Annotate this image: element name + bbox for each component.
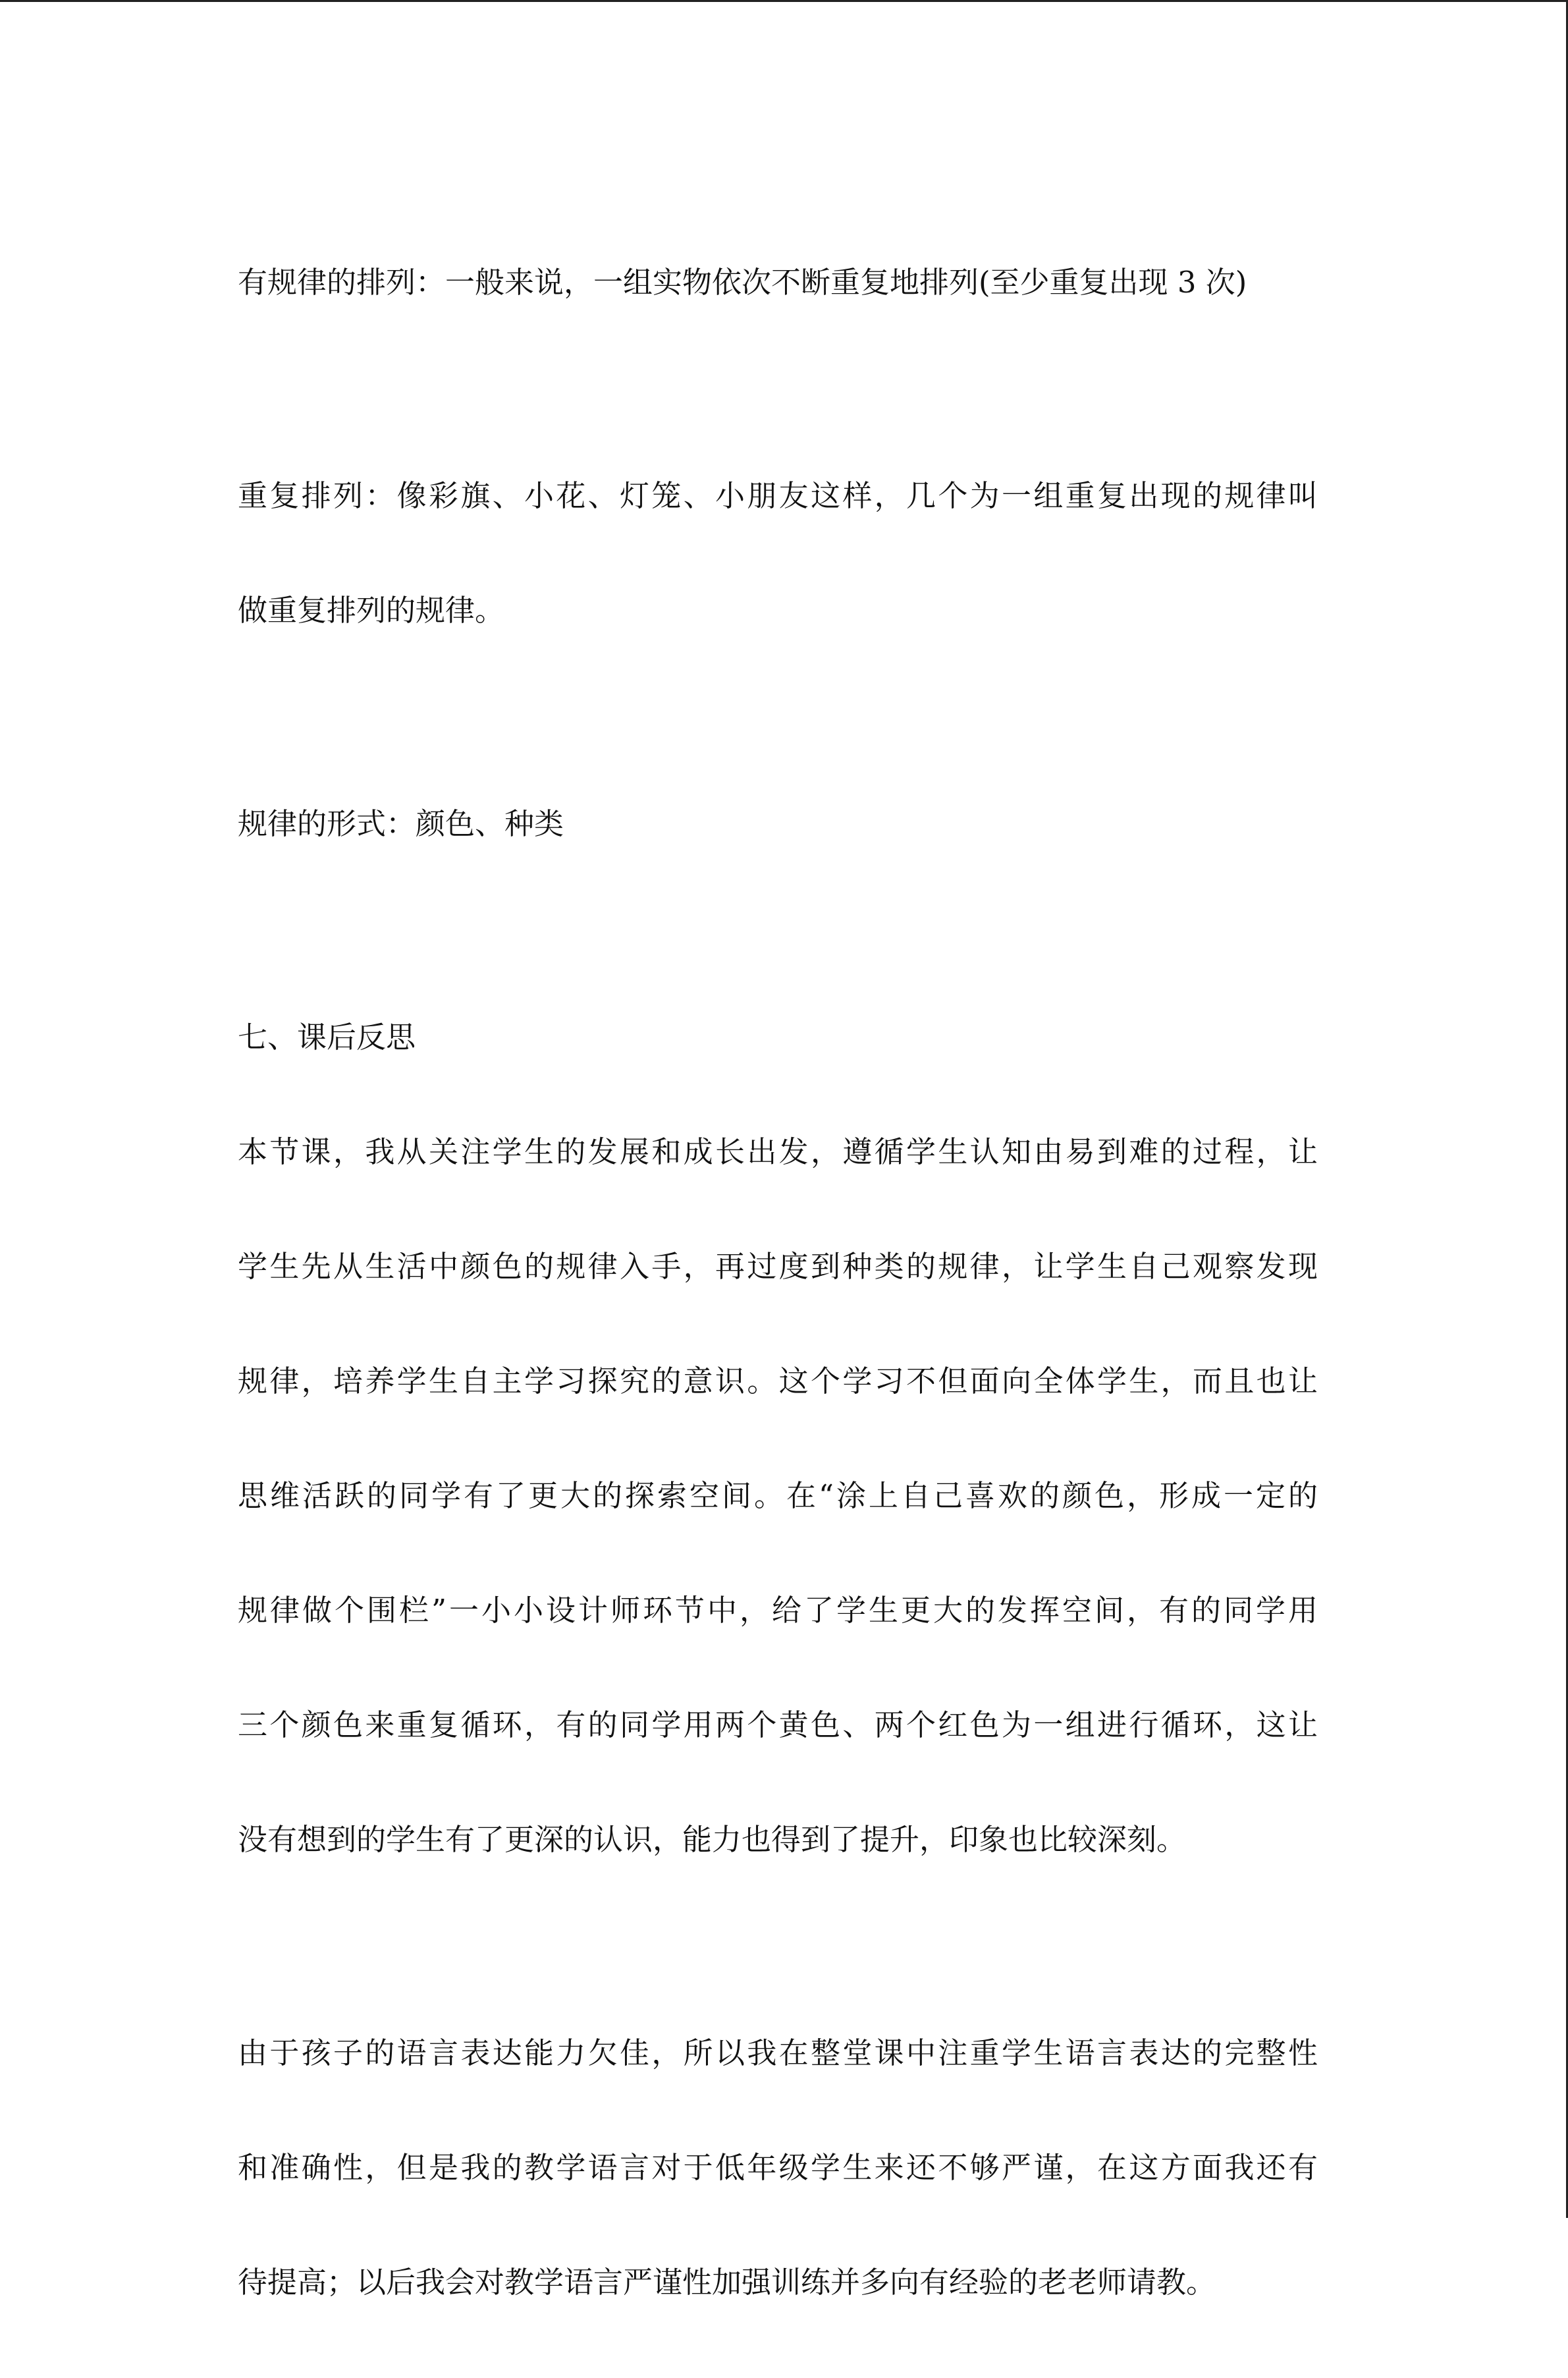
- paragraph-gap: [238, 1935, 1318, 1958]
- text-line: 重复排列：像彩旗、小花、灯笼、小朋友这样，几个为一组重复出现的规律叫: [238, 478, 1318, 513]
- page-top-edge: [0, 0, 1568, 2]
- text-line: 规律，培养学生自主学习探究的意识。这个学习不但面向全体学生，而且也让: [238, 1364, 1318, 1398]
- text-line: 做重复排列的规律。: [238, 593, 505, 628]
- text-line: 思维活跃的同学有了更大的探索空间。在“涂上自己喜欢的颜色，形成一定的: [238, 1478, 1318, 1513]
- text-line: 本节课，我从关注学生的发展和成长出发，遵循学生认知由易到难的过程，让: [238, 1134, 1318, 1169]
- paragraph-repeat-arrangement: [238, 401, 1318, 706]
- paragraph-gap: [238, 378, 1318, 401]
- text-line: 没有想到的学生有了更深的认识，能力也得到了提升，印象也比较深刻。: [238, 1822, 1187, 1857]
- paragraph-gap: [238, 706, 1318, 729]
- text-line: 和准确性，但是我的教学语言对于低年级学生来还不够严谨，在这方面我还有: [238, 2150, 1318, 2185]
- text-line: 待提高；以后我会对教学语言严谨性加强训练并多向有经验的老老师请教。: [238, 2265, 1216, 2300]
- text-line: 学生先从生活中颜色的规律入手，再过度到种类的规律，让学生自己观察发现: [238, 1249, 1318, 1284]
- paragraph-regular-arrangement: [238, 187, 1318, 378]
- text-line: 规律做个围栏”一小小设计师环节中，给了学生更大的发挥空间，有的同学用: [238, 1593, 1318, 1628]
- document-body: [238, 187, 1318, 2378]
- paragraph-improvement: [238, 1958, 1318, 2378]
- paragraph-gap: [238, 920, 1318, 942]
- text-line: 有规律的排列：一般来说，一组实物依次不断重复地排列(至少重复出现 3 次): [238, 265, 1247, 300]
- section-heading: 七、课后反思: [238, 1020, 416, 1055]
- text-line: 三个颜色来重复循环，有的同学用两个黄色、两个红色为一组进行循环，这让: [238, 1707, 1318, 1742]
- text-line: 规律的形式：颜色、种类: [238, 806, 564, 841]
- paragraph-pattern-forms: [238, 729, 1318, 920]
- paragraph-reflection: [238, 942, 1318, 1935]
- text-line: 由于孩子的语言表达能力欠佳，所以我在整堂课中注重学生语言表达的完整性: [238, 2035, 1318, 2070]
